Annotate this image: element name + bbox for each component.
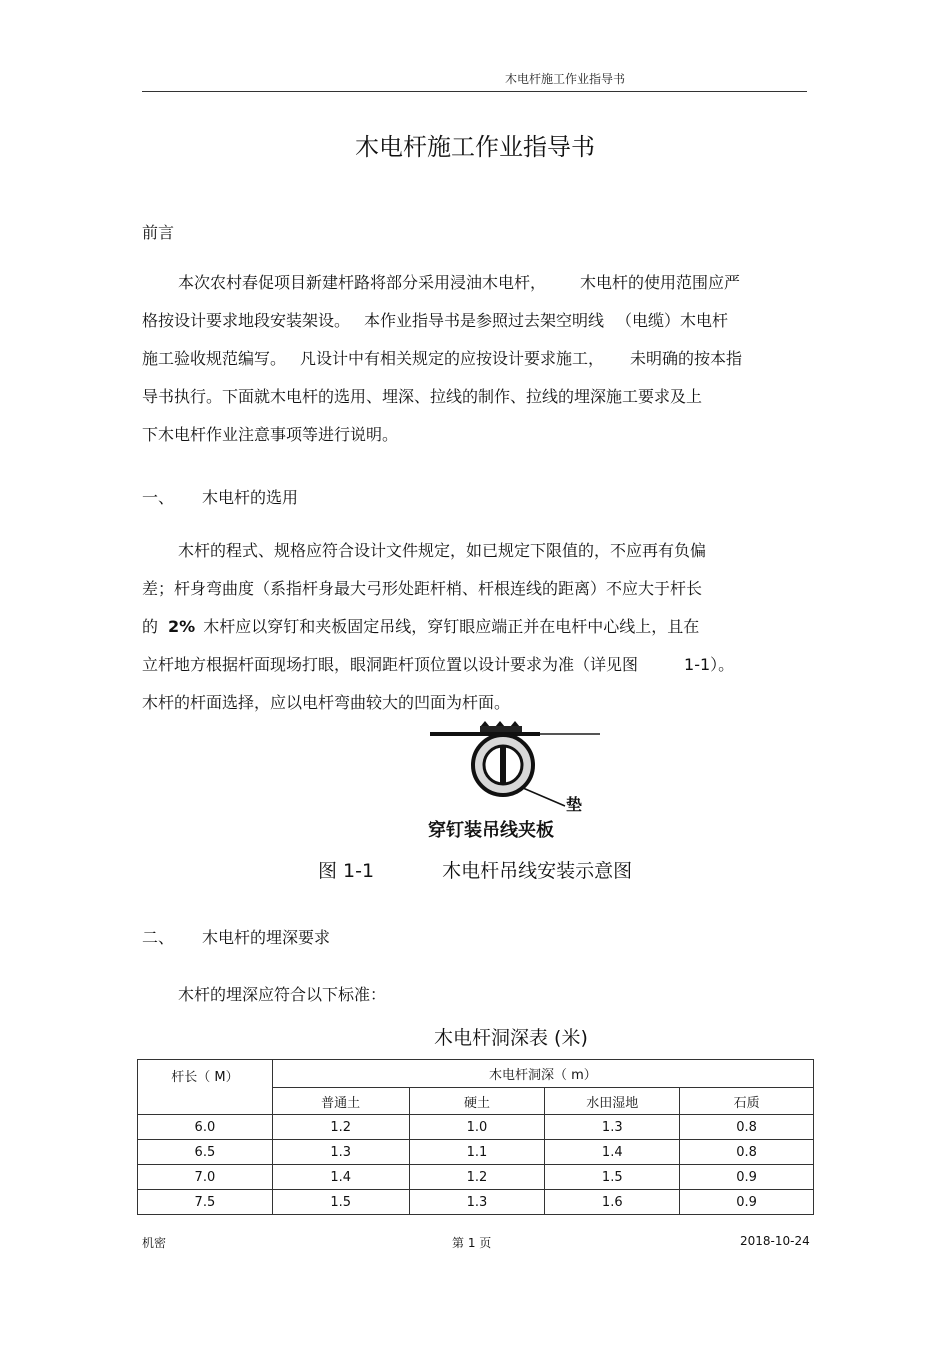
table-cell: 1.1 xyxy=(409,1140,545,1165)
selection-line: 木杆的程式、规格应符合设计文件规定，如已规定下限值的，不应再有负偏 xyxy=(178,541,707,560)
through-bolt-icon xyxy=(500,746,506,784)
table-row xyxy=(138,1165,814,1190)
pad-label: 垫 xyxy=(566,795,583,814)
preface-paragraph xyxy=(142,264,742,454)
preface-line: 下木电杆作业注意事项等进行说明。 xyxy=(142,425,399,444)
preface-line: 导书执行。下面就木电杆的选用、埋深、拉线的制作、拉线的埋深施工要求及上 xyxy=(142,387,703,406)
table-cell: 1.4 xyxy=(545,1140,680,1165)
figure-caption xyxy=(318,856,632,883)
table-cell: 1.4 xyxy=(272,1165,409,1190)
footer-page-number: 第 1 页 xyxy=(452,1236,492,1250)
table-cell: 1.3 xyxy=(409,1190,545,1215)
document-title: 木电杆施工作业指导书 xyxy=(355,133,595,161)
table-cell: 7.0 xyxy=(138,1165,273,1190)
table-cell: 1.6 xyxy=(545,1190,680,1215)
table-row xyxy=(138,1115,814,1140)
table-cell: 7.5 xyxy=(138,1190,273,1215)
preface-heading: 前言 xyxy=(142,223,175,242)
section2-heading xyxy=(142,925,330,948)
table-cell: 6.5 xyxy=(138,1140,273,1165)
depth-intro: 木杆的埋深应符合以下标准： xyxy=(178,985,387,1004)
preface-line: 格按设计要求地段安装架设。 本作业指导书是参照过去架空明线 （电缆）木电杆 xyxy=(142,311,729,330)
preface-line: 本次农村春促项目新建杆路将部分采用浸油木电杆， 木电杆的使用范围应严 xyxy=(178,273,741,292)
preface-line: 施工验收规范编写。 凡设计中有相关规定的应按设计要求施工， 未明确的按本指 xyxy=(142,349,743,368)
selection-line: 立杆地方根据杆面现场打眼，眼洞距杆顶位置以设计要求为准（详见图 1-1）。 xyxy=(142,655,735,674)
selection-paragraph xyxy=(142,532,734,722)
depth-table xyxy=(137,1059,814,1215)
table-cell: 0.8 xyxy=(680,1115,814,1140)
header-depth-group: 木电杆洞深（ m） xyxy=(272,1060,813,1088)
footer-confidential: 机密 xyxy=(142,1236,167,1250)
selection-line: 的 2% 木杆应以穿钉和夹板固定吊线，穿钉眼应端正并在电杆中心线上，且在 xyxy=(142,617,700,636)
section1-number: 一、 xyxy=(142,488,175,507)
table-cell: 1.3 xyxy=(545,1115,680,1140)
table-cell: 0.8 xyxy=(680,1140,814,1165)
table-cell: 1.2 xyxy=(272,1115,409,1140)
table-header-row xyxy=(138,1060,814,1088)
table-cell: 1.5 xyxy=(272,1190,409,1215)
section1-title: 木电杆的选用 xyxy=(202,488,299,507)
messenger-wire-right xyxy=(540,733,600,735)
header-pole-length: 杆长（ M） xyxy=(138,1060,273,1115)
section1-heading xyxy=(142,485,298,508)
table-row xyxy=(138,1190,814,1215)
table-cell: 0.9 xyxy=(680,1190,814,1215)
clamp-figure xyxy=(425,718,600,843)
header-soil-type: 普通土 xyxy=(272,1088,409,1115)
header-soil-type: 水田湿地 xyxy=(545,1088,680,1115)
header-rule xyxy=(142,91,807,92)
table-row xyxy=(138,1140,814,1165)
table-cell: 1.2 xyxy=(409,1165,545,1190)
messenger-wire-left xyxy=(430,732,540,736)
figure-title: 木电杆吊线安装示意图 xyxy=(442,860,633,882)
table-cell: 0.9 xyxy=(680,1165,814,1190)
table-cell: 1.5 xyxy=(545,1165,680,1190)
pad-leader-line xyxy=(523,788,565,806)
table-cell: 6.0 xyxy=(138,1115,273,1140)
header-soil-type: 硬土 xyxy=(409,1088,545,1115)
header-soil-type: 石质 xyxy=(680,1088,814,1115)
table-cell: 1.3 xyxy=(272,1140,409,1165)
table-title: 木电杆洞深表 (米) xyxy=(434,1027,588,1049)
figure-inner-caption: 穿钉装吊线夹板 xyxy=(428,820,554,841)
section2-number: 二、 xyxy=(142,928,175,947)
section2-title: 木电杆的埋深要求 xyxy=(202,928,331,947)
selection-line: 木杆的杆面选择，应以电杆弯曲较大的凹面为杆面。 xyxy=(142,693,511,712)
footer-date: 2018-10-24 xyxy=(740,1234,810,1248)
selection-line: 差；杆身弯曲度（系指杆身最大弓形处距杆梢、杆根连线的距离）不应大于杆长 xyxy=(142,579,703,598)
clamp-plate-icon xyxy=(480,726,522,732)
running-header: 木电杆施工作业指导书 xyxy=(505,72,626,86)
figure-number: 图 1-1 xyxy=(318,860,375,882)
table-cell: 1.0 xyxy=(409,1115,545,1140)
